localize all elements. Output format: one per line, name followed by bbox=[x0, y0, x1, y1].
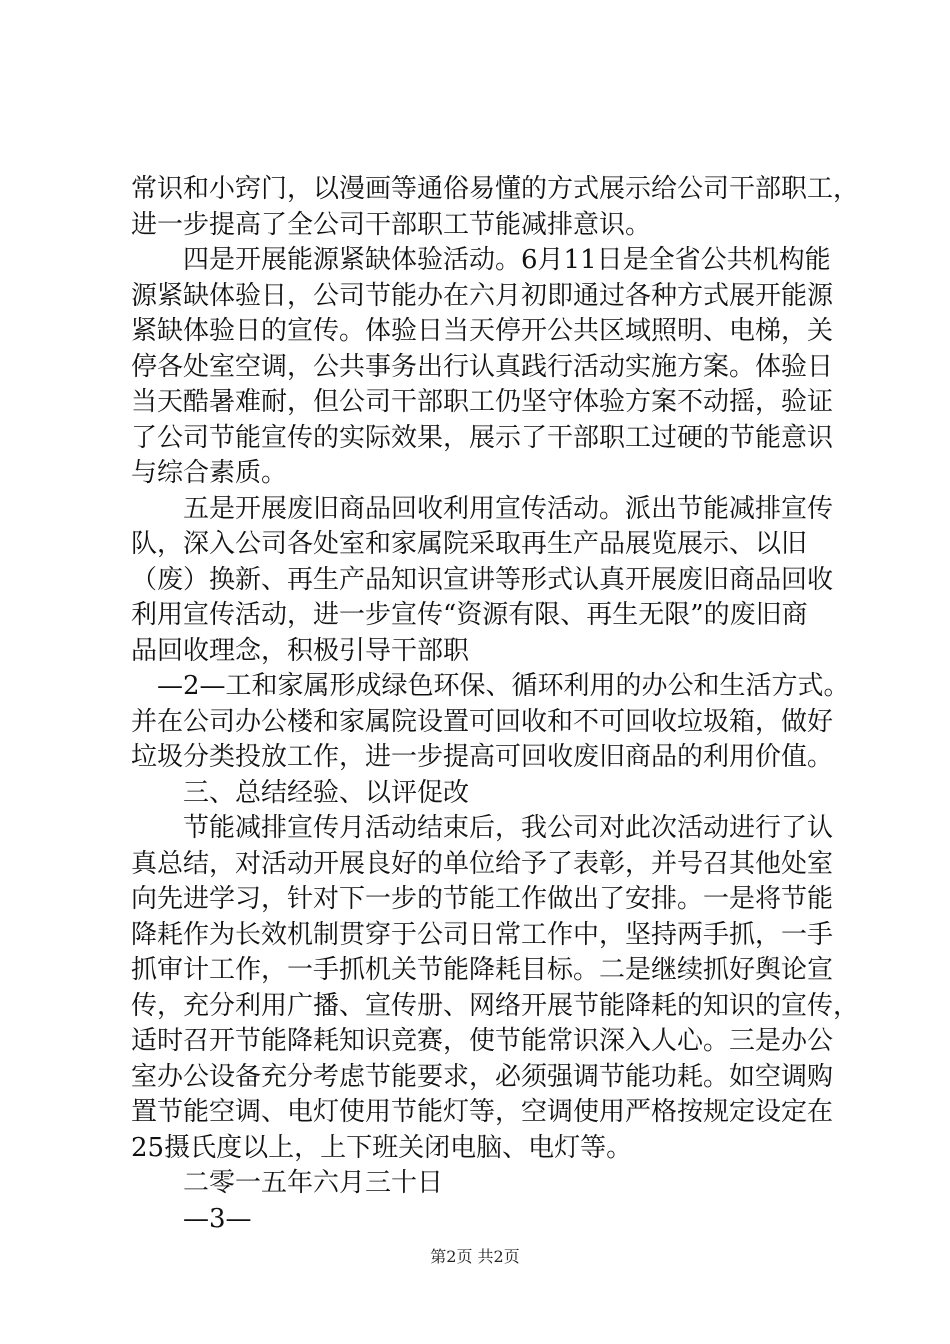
text-line: 传，充分利用广播、宣传册、网络开展节能降耗的知识的宣传， bbox=[131, 990, 860, 1021]
text-line: 当天酷暑难耐，但公司干部职工仍坚守体验方案不动摇，验证 bbox=[131, 387, 834, 417]
text-line: 五是开展废旧商品回收利用宣传活动。派出节能减排宣传 bbox=[131, 493, 834, 524]
text-line: 停各处室空调，公共事务出行认真践行活动实施方案。体验日 bbox=[131, 351, 834, 382]
text-line: 向先进学习，针对下一步的节能工作做出了安排。一是将节能 bbox=[131, 884, 834, 914]
document-body bbox=[131, 172, 860, 1237]
page-footer: 第2页 共2页 bbox=[430, 1247, 520, 1266]
text-line: （废）换新、再生产品知识宣讲等形式认真开展废旧商品回收 bbox=[131, 564, 834, 595]
text-line: 品回收理念，积极引导干部职 bbox=[131, 635, 470, 666]
text-line: 降耗作为长效机制贯穿于公司日常工作中，坚持两手抓，一手 bbox=[131, 919, 834, 950]
text-line: 队，深入公司各处室和家属院采取再生产品展览展示、以旧 bbox=[131, 529, 808, 559]
text-line: 抓审计工作，一手抓机关节能降耗目标。二是继续抓好舆论宣 bbox=[131, 955, 834, 985]
text-line: 室办公设备充分考虑节能要求，必须强调节能功耗。如空调购 bbox=[131, 1061, 834, 1092]
text-line: 利用宣传活动，进一步宣传“资源有限、再生无限”的废旧商 bbox=[131, 600, 808, 630]
text-line: 并在公司办公楼和家属院设置可回收和不可回收垃圾箱，做好 bbox=[131, 706, 834, 737]
text-line: 适时召开节能降耗知识竞赛，使节能常识深入人心。三是办公 bbox=[131, 1026, 834, 1056]
text-line: 25摄氏度以上，上下班关闭电脑、电灯等。 bbox=[131, 1132, 633, 1163]
text-line: 进一步提高了全公司干部职工节能减排意识。 bbox=[131, 209, 652, 240]
text-line: 置节能空调、电灯使用节能灯等，空调使用严格按规定设定在 bbox=[131, 1097, 834, 1127]
section-heading: 三、总结经验、以评促改 bbox=[131, 777, 470, 808]
text-line: 四是开展能源紧缺体验活动。6月11日是全省公共机构能 bbox=[131, 245, 831, 275]
text-line: —2—工和家属形成绿色环保、循环利用的办公和生活方式。 bbox=[131, 671, 850, 701]
document-date: 二零一五年六月三十日 bbox=[131, 1168, 444, 1198]
text-line: 常识和小窍门，以漫画等通俗易懂的方式展示给公司干部职工， bbox=[131, 174, 860, 204]
text-line: 垃圾分类投放工作，进一步提高可回收废旧商品的利用价值。 bbox=[131, 742, 834, 772]
text-line: 源紧缺体验日，公司节能办在六月初即通过各种方式展开能源 bbox=[131, 280, 834, 311]
text-line: 紧缺体验日的宣传。体验日当天停开公共区域照明、电梯，关 bbox=[131, 316, 834, 346]
inline-page-number: —3— bbox=[131, 1203, 252, 1234]
text-line: 真总结，对活动开展良好的单位给予了表彰，并号召其他处室 bbox=[131, 848, 834, 879]
text-line: 与综合素质。 bbox=[131, 458, 288, 488]
text-line: 节能减排宣传月活动结束后，我公司对此次活动进行了认 bbox=[131, 813, 834, 843]
text-line: 了公司节能宣传的实际效果，展示了干部职工过硬的节能意识 bbox=[131, 422, 834, 453]
